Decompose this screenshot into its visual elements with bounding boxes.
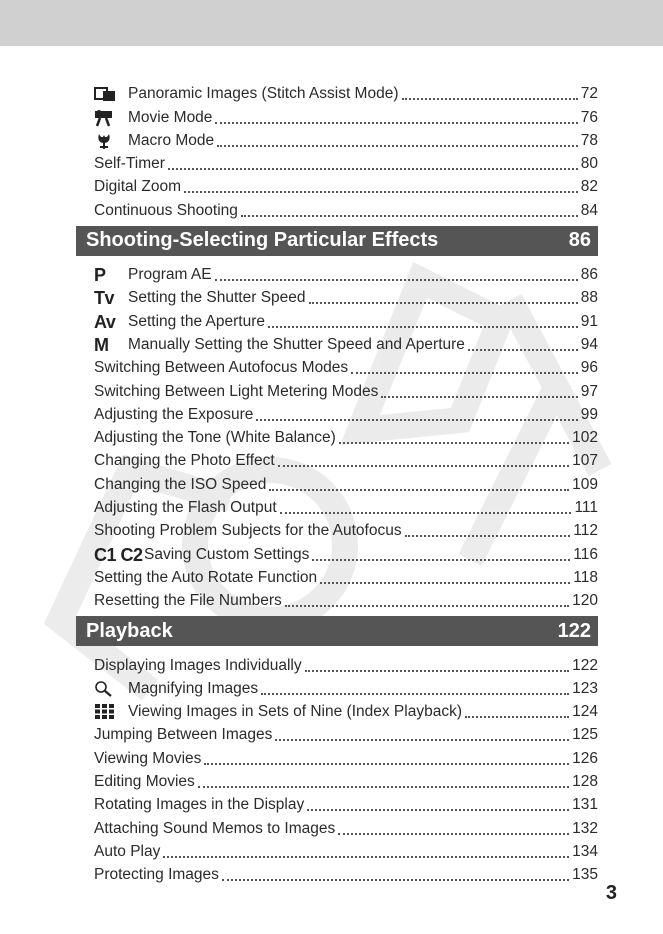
entry-title: Shooting Problem Subjects for the Autofocus (94, 522, 402, 540)
leader-dots (269, 488, 569, 491)
entry-title: Continuous Shooting (94, 201, 238, 219)
entry-title: Switching Between Autofocus Modes (94, 359, 349, 377)
toc-entry[interactable] (76, 540, 598, 563)
header-bar (0, 0, 663, 46)
entry-page: 107 (572, 452, 598, 470)
entry-title: Rotating Images in the Display (94, 796, 305, 814)
leader-dots (312, 558, 570, 561)
entry-page: 80 (580, 155, 598, 173)
entry-title: Movie Mode (128, 108, 213, 126)
entry-page: 88 (580, 289, 598, 307)
toc-entry[interactable] (76, 564, 598, 587)
entry-title: Viewing Movies (94, 749, 202, 767)
toc-entry[interactable] (76, 768, 598, 791)
entry-page: 132 (572, 819, 598, 837)
entry-page: 72 (580, 85, 598, 103)
entry-page: 91 (580, 312, 598, 330)
toc-entry[interactable] (76, 307, 598, 330)
custom-settings-icon: C1 C2 (94, 544, 143, 565)
toc-entry[interactable] (76, 103, 598, 126)
entry-title: Digital Zoom (94, 178, 181, 196)
macro-flower-icon (76, 132, 128, 150)
toc-entry[interactable] (76, 261, 598, 284)
toc-entry[interactable] (76, 173, 598, 196)
entry-page: 86 (580, 266, 598, 284)
entry-page: 122 (572, 656, 598, 674)
entry-title: Adjusting the Tone (White Balance) (94, 429, 336, 447)
toc-entry[interactable] (76, 651, 598, 674)
entry-page: 134 (572, 842, 598, 860)
entry-page: 102 (572, 429, 598, 447)
entry-title: Switching Between Light Metering Modes (94, 382, 379, 400)
entry-title: Self-Timer (94, 155, 165, 173)
toc-entry[interactable] (76, 331, 598, 354)
toc-entry[interactable] (76, 284, 598, 307)
toc-entry[interactable] (76, 470, 598, 493)
entry-title: Adjusting the Flash Output (94, 499, 277, 517)
leader-dots (168, 167, 578, 170)
entry-page: 135 (572, 866, 598, 884)
leader-dots (275, 738, 569, 741)
entry-page: 123 (572, 679, 598, 697)
leader-dots (351, 371, 578, 374)
section-header[interactable] (76, 226, 598, 256)
entry-page: 109 (572, 475, 598, 493)
toc-entry[interactable] (76, 447, 598, 470)
entry-page: 76 (580, 108, 598, 126)
toc-entry[interactable] (76, 861, 598, 884)
entry-page: 96 (580, 359, 598, 377)
manual-mode-icon: M (94, 334, 109, 355)
page-number: 3 (605, 882, 617, 904)
entry-title: Macro Mode (128, 131, 215, 149)
entry-page: 125 (572, 726, 598, 744)
toc-entry[interactable] (76, 377, 598, 400)
leader-dots (268, 325, 578, 328)
movie-camera-icon (76, 109, 128, 127)
leader-dots (320, 581, 570, 584)
leader-dots (338, 832, 569, 835)
leader-dots (339, 441, 569, 444)
leader-dots (163, 855, 569, 858)
entry-title: Viewing Images in Sets of Nine (Index Playback) (128, 703, 462, 721)
entry-title: Attaching Sound Memos to Images (94, 819, 336, 837)
entry-title: Program AE (128, 266, 212, 284)
entry-page: 128 (572, 773, 598, 791)
entry-page: 112 (573, 522, 598, 540)
entry-page: 84 (580, 201, 598, 219)
toc-entry[interactable] (76, 587, 598, 610)
magnify-icon (76, 680, 128, 698)
toc-entry[interactable] (76, 517, 598, 540)
entry-page: 99 (580, 405, 598, 423)
leader-dots (405, 534, 571, 537)
entry-page: 120 (572, 592, 598, 610)
entry-title: Setting the Shutter Speed (128, 289, 306, 307)
leader-dots (468, 348, 578, 351)
toc-entry[interactable] (76, 354, 598, 377)
leader-dots (402, 97, 578, 100)
entry-page: 116 (573, 545, 598, 563)
toc-entry[interactable] (76, 814, 598, 837)
entry-page: 111 (574, 499, 598, 517)
section-header[interactable] (76, 616, 598, 646)
index-grid-icon (76, 703, 128, 721)
toc-entry[interactable] (76, 424, 598, 447)
toc-entry[interactable] (76, 791, 598, 814)
entry-title: Panoramic Images (Stitch Assist Mode) (128, 85, 399, 103)
leader-dots (256, 418, 577, 421)
leader-dots (381, 395, 577, 398)
entry-title: Jumping Between Images (94, 726, 273, 744)
entry-title: Editing Movies (94, 773, 195, 791)
entry-title: Setting the Aperture (128, 312, 266, 330)
leader-dots (278, 464, 569, 467)
entry-page: 131 (572, 796, 598, 814)
toc-entry[interactable] (76, 401, 598, 424)
section-page: 122 (557, 619, 591, 642)
leader-dots (309, 301, 578, 304)
entry-page: 118 (573, 568, 598, 586)
entry-title: Resetting the File Numbers (94, 592, 282, 610)
entry-title: Changing the ISO Speed (94, 475, 267, 493)
entry-page: 97 (580, 382, 598, 400)
toc-entry[interactable] (76, 494, 598, 517)
leader-dots (465, 715, 569, 718)
leader-dots (241, 214, 578, 217)
leader-dots (280, 511, 572, 514)
leader-dots (217, 144, 578, 147)
toc-entry[interactable] (76, 196, 598, 219)
entry-title: Manually Setting the Shutter Speed and Aperture (128, 335, 465, 353)
entry-title: Displaying Images Individually (94, 656, 302, 674)
entry-title: Auto Play (94, 842, 161, 860)
leader-dots (305, 669, 569, 672)
stitch-assist-icon (76, 85, 128, 103)
section-title: Playback (86, 619, 173, 642)
toc-entry[interactable] (76, 744, 598, 767)
toc-entry[interactable] (76, 721, 598, 744)
leader-dots (215, 278, 578, 281)
entry-page: 124 (572, 703, 598, 721)
leader-dots (261, 692, 569, 695)
leader-dots (198, 785, 569, 788)
entry-title: Saving Custom Settings (144, 545, 310, 563)
entry-title: Magnifying Images (128, 679, 259, 697)
leader-dots (215, 121, 577, 124)
shutter-priority-icon: Tv (94, 288, 115, 309)
program-mode-icon: P (94, 265, 106, 286)
section-title: Shooting-Selecting Particular Effects (86, 229, 439, 252)
leader-dots (184, 190, 578, 193)
toc-entry[interactable] (76, 80, 598, 103)
entry-page: 82 (580, 178, 598, 196)
entry-title: Adjusting the Exposure (94, 405, 254, 423)
entry-page: 78 (580, 131, 598, 149)
table-of-contents (76, 80, 598, 884)
leader-dots (307, 808, 569, 811)
entry-page: 126 (572, 749, 598, 767)
toc-entry[interactable] (76, 675, 598, 698)
toc-entry[interactable] (76, 698, 598, 721)
entry-page: 94 (580, 335, 598, 353)
toc-entry[interactable] (76, 838, 598, 861)
leader-dots (222, 878, 569, 881)
toc-entry[interactable] (76, 150, 598, 173)
aperture-priority-icon: Av (94, 311, 116, 332)
toc-entry[interactable] (76, 127, 598, 150)
leader-dots (285, 604, 569, 607)
entry-title: Changing the Photo Effect (94, 452, 275, 470)
entry-title: Protecting Images (94, 866, 219, 884)
entry-title: Setting the Auto Rotate Function (94, 568, 318, 586)
section-page: 86 (568, 229, 591, 252)
leader-dots (204, 762, 569, 765)
